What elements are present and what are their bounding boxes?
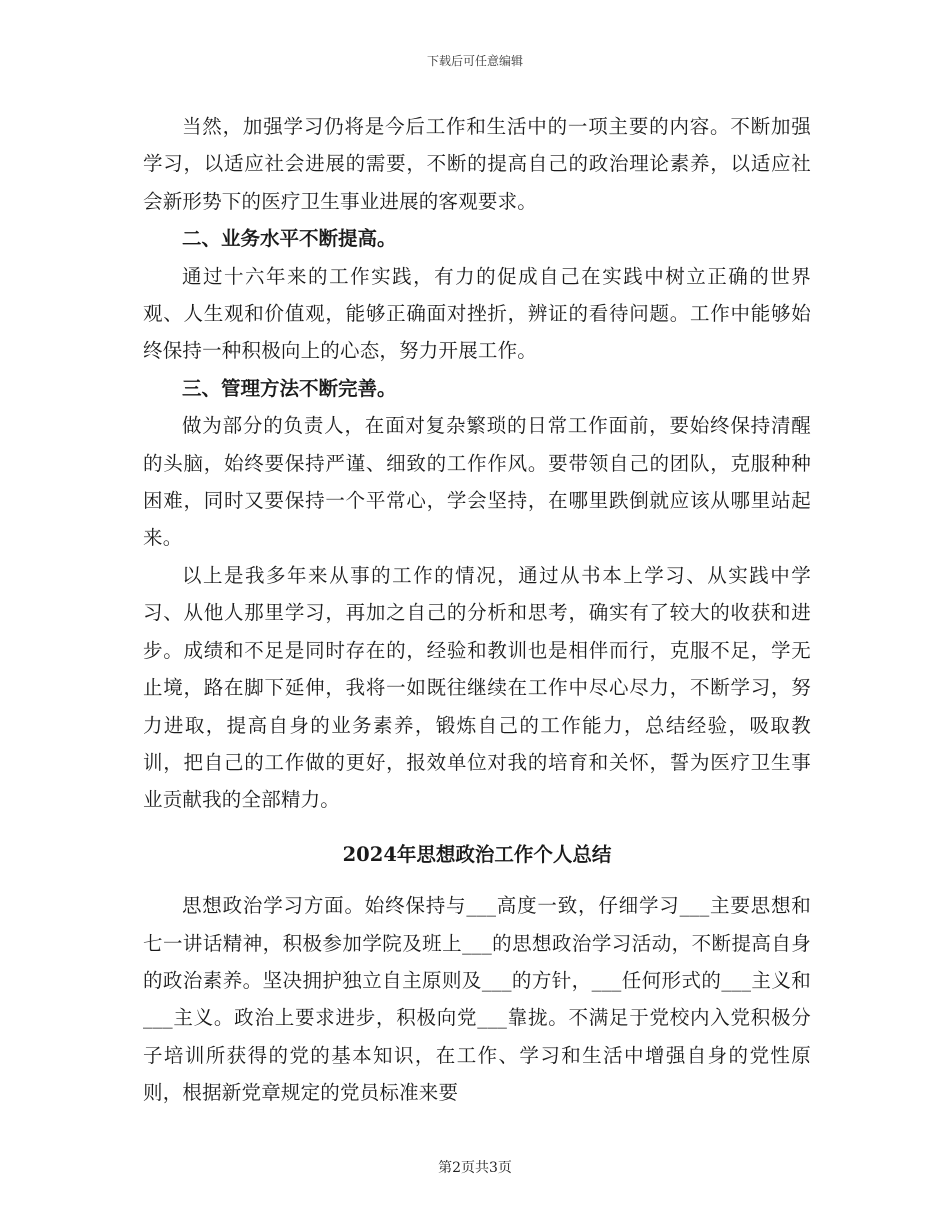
section-heading-management: 三、管理方法不断完善。: [182, 376, 397, 400]
paragraph-business: 通过十六年来的工作实践，有力的促成自己在实践中树立正确的世界观、人生观和价值观，能够正确面对挫折，辨证的看待问题。工作中能够始终保持一种积极向上的心态，努力开展工作。: [143, 264, 811, 363]
paragraph-management: 做为部分的负责人，在面对复杂繁琐的日常工作面前，要始终保持清醒的头脑，始终要保持严谨、细致的工作作风。要带领自己的团队，克服种种困难，同时又要保持一个平常心，学会坚持，在哪里跌倒就应该从哪里站起来。: [143, 414, 811, 550]
page-header-note: 下载后可任意编辑: [426, 54, 523, 68]
paragraph-conclusion: 以上是我多年来从事的工作的情况，通过从书本上学习、从实践中学习、从他人那里学习，再加之自己的分析和思考，确实有了较大的收获和进步。成绩和不足是同时存在的，经验和教训也是相伴而行，克服不足，学无止境，路在脚下延伸，我将一如既往继续在工作中尽心尽力，不断学习，努力进取，提高自身的业务素养，锻炼自己的工作能力，总结经验，吸取教训，把自己的工作做的更好，报效单位对我的培育和关怀，誓为医疗卫生事业贡献我的全部精力。: [143, 563, 811, 812]
document-body: [143, 108, 811, 1112]
paragraph-political-study: 思想政治学习方面。始终保持与___高度一致，仔细学习___主要思想和七一讲话精神，积极参加学院及班上___的思想政治学习活动，不断提高自身的政治素养。坚决拥护独立自主原则及___的方针，___任何形式的___主义和___主义。政治上要求进步，积极向党___靠拢。不满足于党校内入党积极分子培训所获得的党的基本知识，在工作、学习和生活中增强自身的党性原则，根据新党章规定的党员标准来要: [143, 894, 811, 1105]
page-number: 第2页共3页: [438, 1160, 512, 1176]
section-heading-business: 二、业务水平不断提高。: [182, 227, 397, 251]
paragraph-study: 当然，加强学习仍将是今后工作和生活中的一项主要的内容。不断加强学习，以适应社会进展的需要，不断的提高自己的政治理论素养，以适应社会新形势下的医疗卫生事业进展的客观要求。: [143, 115, 811, 213]
document-title: 2024年思想政治工作个人总结: [342, 842, 612, 866]
